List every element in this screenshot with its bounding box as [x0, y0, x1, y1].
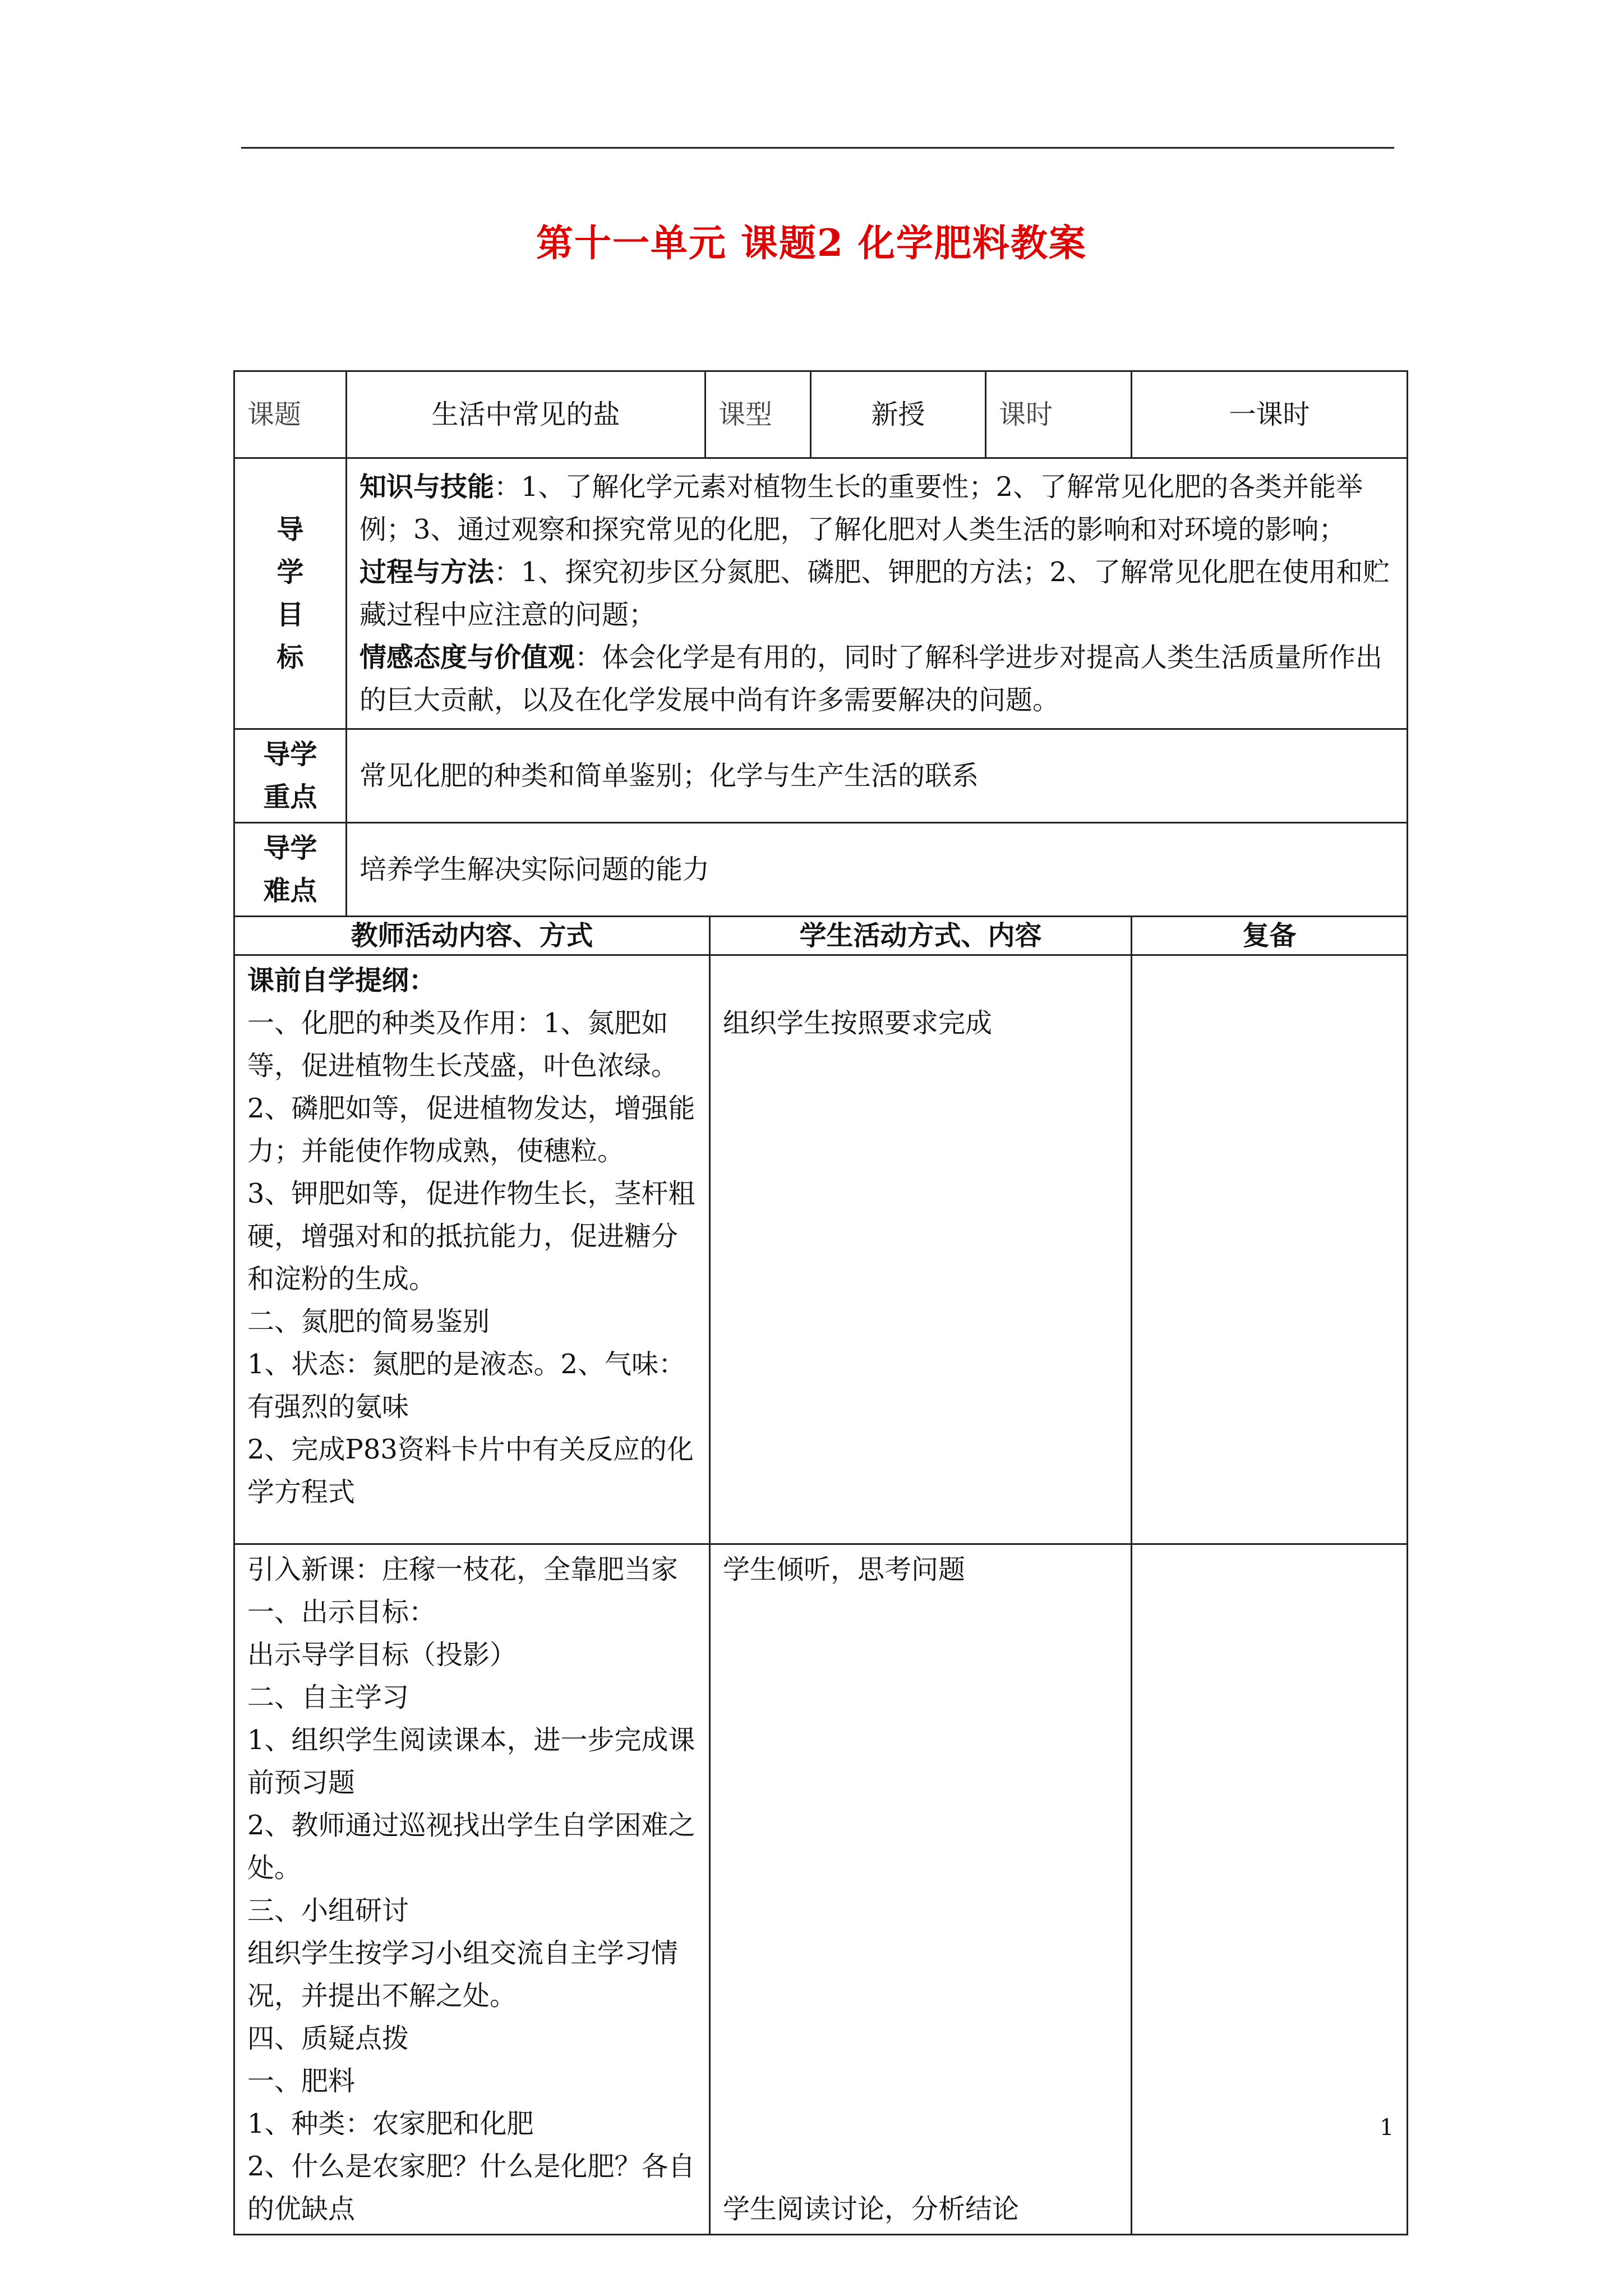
preview-line-3: 3、钾肥如等，促进作物生长，茎杆粗硬，增强对和的抵抗能力，促进糖分和淀粉的生成。 [247, 1178, 695, 1295]
preview-line-6: 2、完成P83资料卡片中有关反应的化学方程式 [247, 1434, 694, 1508]
student-preview-text: 组织学生按照要求完成 [723, 1007, 993, 1039]
key-points-label-text: 导学重点 [263, 739, 317, 813]
emotion-heading: 情感态度与价值观 [359, 642, 575, 673]
key-points-row [234, 729, 1408, 823]
difficulties-row [234, 823, 1408, 917]
student-lesson-bottom: 学生阅读讨论，分析结论 [723, 2193, 1020, 2225]
lesson-line-12: 2、什么是农家肥？什么是化肥？各自的优缺点 [247, 2151, 695, 2225]
lesson-line-9: 四、质疑点拨 [247, 2023, 409, 2054]
student-lesson-top: 学生倾听，思考问题 [723, 1554, 966, 1585]
process-heading: 过程与方法 [359, 556, 495, 588]
process-text: ：1、探究初步区分氮肥、磷肥、钾肥的方法；2、了解常见化肥在使用和贮藏过程中应注意的问题； [359, 556, 1390, 631]
lesson-line-2: 一、出示目标： [247, 1596, 436, 1628]
header-rule [241, 147, 1394, 149]
teacher-activity-header: 教师活动内容、方式 [234, 917, 710, 955]
period-label: 课时 [986, 371, 1132, 458]
lesson-line-11: 1、种类：农家肥和化肥 [247, 2108, 534, 2139]
student-activity-header: 学生活动方式、内容 [710, 917, 1132, 955]
prep-cell-1 [1132, 955, 1408, 1544]
knowledge-heading: 知识与技能 [359, 471, 495, 503]
knowledge-text: ：1、了解化学元素对植物生长的重要性；2、了解常见化肥的各类并能举例；3、通过观察和探究常见的化肥，了解化肥对人类生活的影响和对环境的影响； [359, 471, 1363, 545]
difficulties-label-text: 导学难点 [263, 832, 317, 907]
objectives-label [234, 458, 347, 729]
process-objective [359, 551, 1394, 636]
info-row [234, 371, 1408, 458]
preview-heading: 课前自学提纲： [247, 965, 436, 996]
prep-cell-2 [1132, 1544, 1408, 2235]
emotion-objective [359, 636, 1394, 721]
lesson-line-7: 三、小组研讨 [247, 1895, 409, 1926]
teacher-preview-cell [234, 955, 710, 1544]
objectives-label-text: 导学目标 [276, 514, 304, 673]
knowledge-objective [359, 466, 1394, 551]
page-number: 1 [1380, 2115, 1394, 2141]
difficulties-text: 培养学生解决实际问题的能力 [347, 823, 1408, 917]
key-points-text: 常见化肥的种类和简单鉴别；化学与生产生活的联系 [347, 729, 1408, 823]
preview-line-2: 2、磷肥如等，促进植物发达，增强能力；并能使作物成熟，使穗粒。 [247, 1093, 695, 1167]
teacher-lesson-cell [234, 1544, 710, 2235]
key-points-label [234, 729, 347, 823]
lesson-line-10: 一、肥料 [247, 2065, 356, 2097]
lesson-line-1: 引入新课：庄稼一枝花，全靠肥当家 [247, 1554, 679, 1585]
topic-label: 课题 [234, 371, 347, 458]
preview-line-1: 一、化肥的种类及作用：1、氮肥如等，促进植物生长茂盛，叶色浓绿。 [247, 1007, 679, 1082]
type-value: 新授 [811, 371, 986, 458]
objectives-row [234, 458, 1408, 729]
preview-line-4: 二、氮肥的简易鉴别 [247, 1306, 490, 1337]
student-preview-cell [710, 955, 1132, 1544]
lesson-line-5: 1、组织学生阅读课本，进一步完成课前预习题 [247, 1724, 695, 1798]
student-lesson-cell [710, 1544, 1132, 2235]
lesson-plan-table [233, 370, 1408, 2235]
activity-header-row [234, 917, 1408, 955]
document-title: 第十一单元 课题2 化学肥料教案 [536, 221, 1087, 265]
emotion-text: ：体会化学是有用的，同时了解科学进步对提高人类生活质量所作出的巨大贡献，以及在化学发展中尚有许多需要解决的问题。 [359, 642, 1383, 716]
preview-line-5: 1、状态：氮肥的是液态。2、气味：有强烈的氨味 [247, 1349, 686, 1423]
type-label: 课型 [706, 371, 811, 458]
difficulties-label [234, 823, 347, 917]
prep-header: 复备 [1132, 917, 1408, 955]
lesson-line-3: 出示导学目标（投影） [247, 1639, 517, 1671]
preview-row [234, 955, 1408, 1544]
topic-value: 生活中常见的盐 [347, 371, 706, 458]
lesson-line-4: 二、自主学习 [247, 1682, 409, 1713]
lesson-line-8: 组织学生按学习小组交流自主学习情况，并提出不解之处。 [247, 1938, 679, 2012]
lesson-row [234, 1544, 1408, 2235]
lesson-line-6: 2、教师通过巡视找出学生自学困难之处。 [247, 1810, 695, 1884]
objectives-content [347, 458, 1408, 729]
period-value: 一课时 [1132, 371, 1408, 458]
